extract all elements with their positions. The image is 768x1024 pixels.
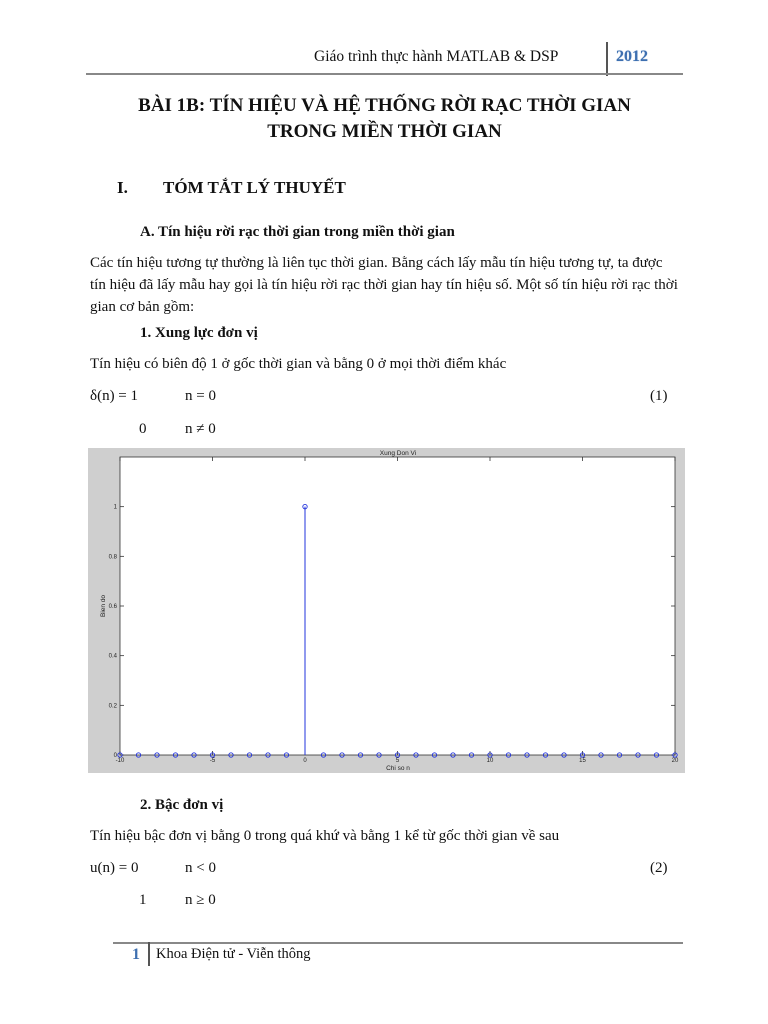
section-heading: TÓM TẮT LÝ THUYẾT — [163, 178, 346, 197]
section-number: I. — [117, 178, 128, 197]
y-tick-label: 0.6 — [108, 604, 117, 610]
item2-eq-number: (2) — [650, 860, 668, 876]
footer-divider — [148, 942, 150, 966]
x-tick-label: 10 — [486, 758, 494, 764]
item1-eq-number: (1) — [650, 388, 668, 404]
intro-paragraph: Các tín hiệu tương tự thường là liên tục thời gian. Bằng cách lấy mẫu tín hiệu tương tự, ta được tín hiệu đã lấy mẫu hay gọi là tín hiệu rời rạc thời gian hay tín hiệu số. Một số tín hiệu rời rạc thời gian cơ bản gồm: — [90, 255, 678, 315]
y-tick-label: 0.2 — [108, 703, 117, 710]
item1-eq-cond: n = 0 — [185, 388, 216, 404]
chart-figure — [88, 448, 685, 773]
x-tick-label: -5 — [209, 758, 216, 764]
x-tick-label: 5 — [395, 758, 400, 764]
page-title-line2: TRONG MIỀN THỜI GIAN — [267, 121, 502, 142]
item2-eq-lhs: u(n) = 0 — [90, 860, 139, 876]
y-tick-label: 0.8 — [108, 554, 117, 561]
header-year: 2012 — [616, 48, 648, 65]
item2-eq2-lhs: 1 — [139, 892, 147, 908]
item2-description: Tín hiệu bậc đơn vị bằng 0 trong quá khứ và bằng 1 kể từ gốc thời gian về sau — [90, 828, 560, 844]
item1-eq2-lhs: 0 — [139, 421, 147, 437]
x-tick-label: 20 — [671, 758, 679, 764]
chart-title: Xung Don Vi — [379, 450, 417, 457]
x-tick-label: 15 — [579, 758, 586, 764]
stem-chart — [88, 448, 685, 773]
footer-page-number: 1 — [132, 946, 140, 963]
page-title-line1: BÀI 1B: TÍN HIỆU VÀ HỆ THỐNG RỜI RẠC THỜI GIAN — [138, 95, 631, 116]
footer-text: Khoa Điện tử - Viễn thông — [156, 946, 311, 962]
x-tick-label: 0 — [303, 758, 307, 764]
header-divider — [606, 42, 608, 76]
item1-heading: 1. Xung lực đơn vị — [140, 325, 258, 341]
x-tick-label: -10 — [115, 758, 125, 764]
y-tick-label: 0.4 — [108, 653, 117, 660]
y-tick-label: 0 — [113, 753, 117, 759]
chart-ylabel: Bien do — [100, 594, 107, 618]
footer-rule — [113, 942, 683, 944]
plot-area — [120, 457, 675, 755]
y-tick-label: 1 — [113, 504, 117, 511]
item1-eq-lhs: δ(n) = 1 — [90, 388, 139, 404]
chart-xlabel: Chi so n — [386, 765, 410, 772]
item2-eq2-cond: n ≥ 0 — [185, 892, 216, 908]
item2-eq-cond: n < 0 — [185, 860, 216, 876]
header-title: Giáo trình thực hành MATLAB & DSP — [314, 48, 559, 65]
subsection-heading: A. Tín hiệu rời rạc thời gian trong miền thời gian — [140, 224, 455, 240]
header-rule — [86, 73, 683, 75]
item1-description: Tín hiệu có biên độ 1 ở gốc thời gian và bằng 0 ở mọi thời điểm khác — [90, 356, 507, 372]
item2-heading: 2. Bậc đơn vị — [140, 797, 224, 813]
item1-eq2-cond: n ≠ 0 — [185, 421, 216, 437]
